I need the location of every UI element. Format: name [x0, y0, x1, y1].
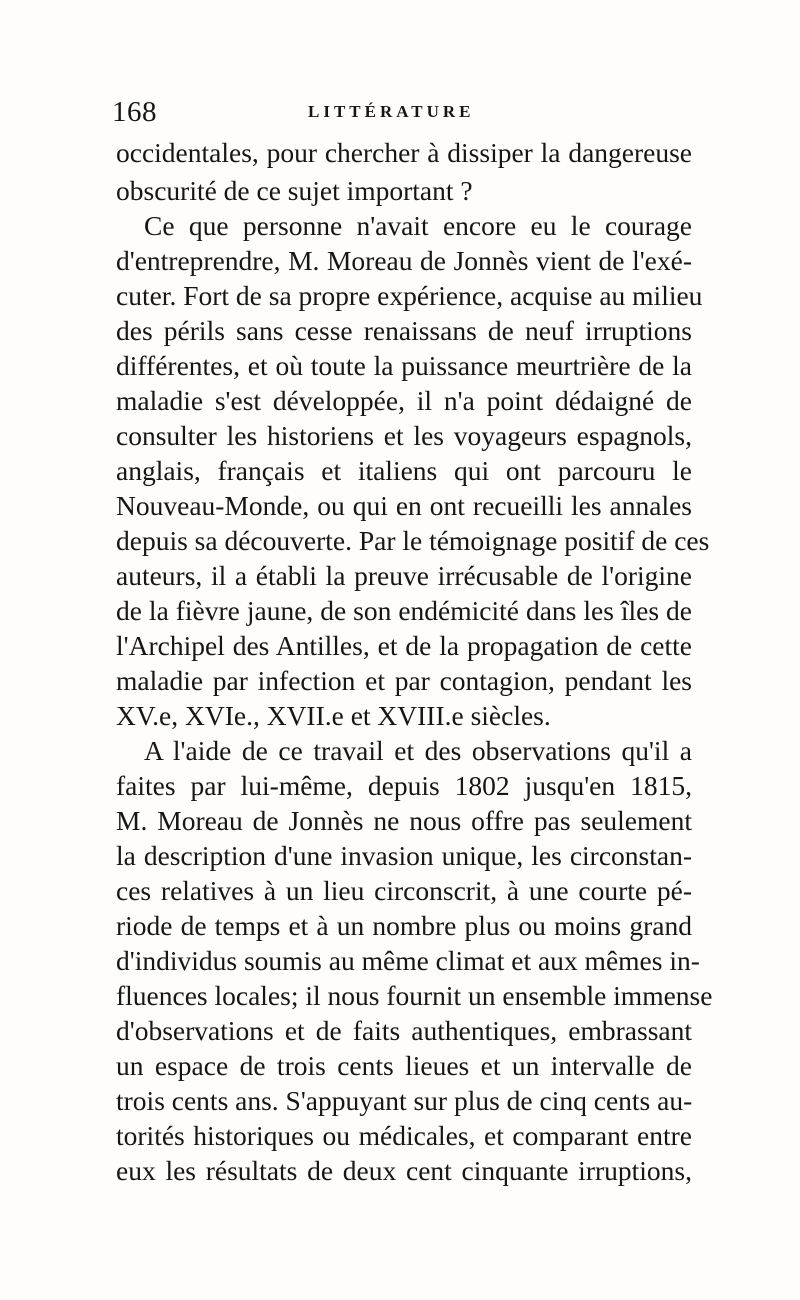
text-line: la description d'une invasion unique, les circonstan- — [116, 840, 692, 871]
text-line: faites par lui-même, depuis 1802 jusqu'en 1815, — [116, 770, 692, 801]
page-number: 168 — [112, 96, 157, 128]
text-line: M. Moreau de Jonnès ne nous offre pas seulement — [116, 805, 692, 836]
text-line: riode de temps et à un nombre plus ou moins grand — [116, 910, 692, 941]
text-line: trois cents ans. S'appuyant sur plus de cinq cents au- — [116, 1085, 693, 1116]
text-line: fluences locales; il nous fournit un ensemble immense — [116, 980, 713, 1011]
paragraph-first-line: Ce que personne n'avait encore eu le courage — [144, 210, 692, 241]
text-line: Nouveau-Monde, ou qui en ont recueilli les annales — [116, 490, 692, 521]
text-line: eux les résultats de deux cent cinquante irruptions, — [116, 1155, 692, 1186]
text-line: d'individus soumis au même climat et aux mêmes in- — [116, 945, 700, 976]
text-line: obscurité de ce sujet important ? — [116, 175, 473, 206]
text-line: cuter. Fort de sa propre expérience, acquise au milieu — [116, 280, 703, 311]
text-line: d'entreprendre, M. Moreau de Jonnès vient de l'exé- — [116, 245, 692, 276]
text-line: occidentales, pour chercher à dissiper la dangereuse — [116, 137, 692, 168]
text-line: maladie s'est développée, il n'a point dédaigné de — [116, 385, 692, 416]
text-line: d'observations et de faits authentiques, embrassant — [116, 1015, 692, 1046]
page-header — [112, 92, 692, 132]
text-line: un espace de trois cents lieues et un intervalle de — [116, 1050, 692, 1081]
text-line: anglais, français et italiens qui ont parcouru le — [116, 455, 692, 486]
paragraph-first-line: A l'aide de ce travail et des observations qu'il a — [144, 735, 692, 766]
text-line: ces relatives à un lieu circonscrit, à une courte pé- — [116, 875, 692, 906]
text-line: des périls sans cesse renaissans de neuf irruptions — [116, 315, 692, 346]
text-line: consulter les historiens et les voyageurs espagnols, — [116, 420, 692, 451]
text-line: depuis sa découverte. Par le témoignage positif de ces — [116, 525, 710, 556]
text-line: torités historiques ou médicales, et comparant entre — [116, 1120, 692, 1151]
running-title: LITTÉRATURE — [308, 102, 475, 121]
text-line: l'Archipel des Antilles, et de la propagation de cette — [116, 630, 692, 661]
text-line: XV.e, XVIe., XVII.e et XVIII.e siècles. — [116, 700, 551, 731]
text-line: maladie par infection et par contagion, pendant les — [116, 665, 692, 696]
text-line: différentes, et où toute la puissance meurtrière de la — [116, 350, 692, 381]
text-line: auteurs, il a établi la preuve irrécusable de l'origine — [116, 560, 692, 591]
text-line: de la fièvre jaune, de son endémicité dans les îles de — [116, 595, 692, 626]
